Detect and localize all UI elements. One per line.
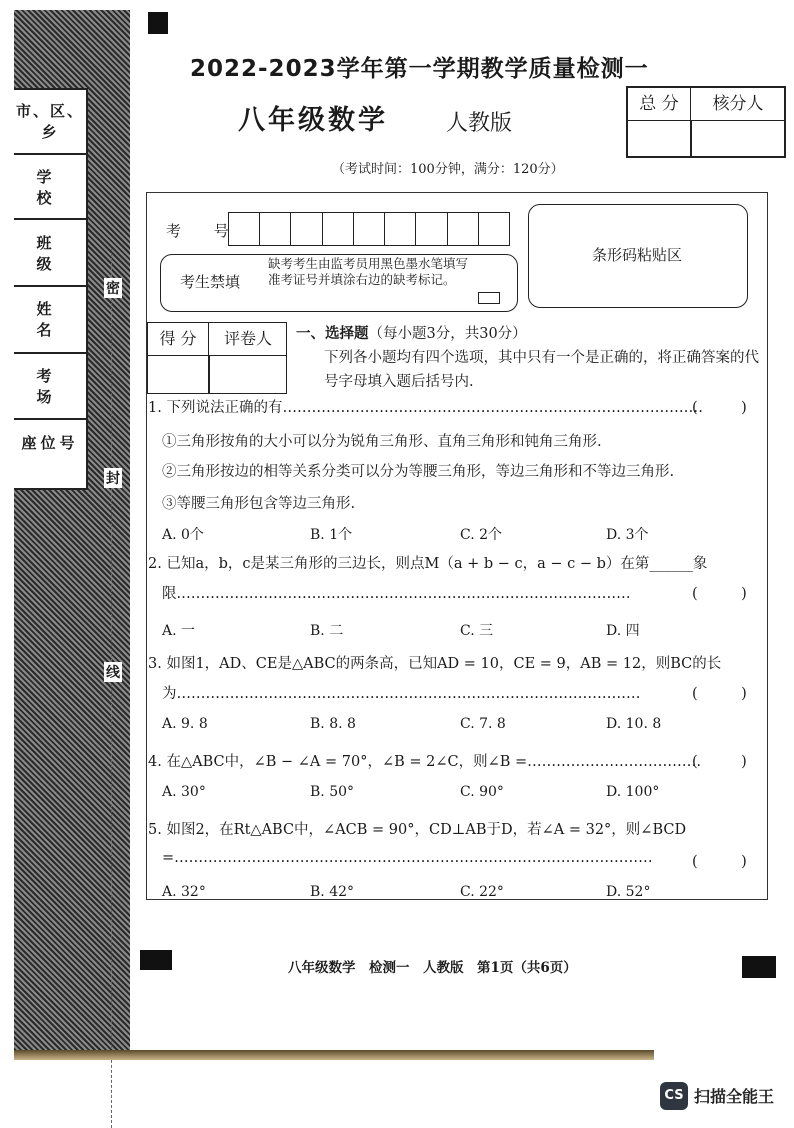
option-a: A. 30° (162, 784, 206, 800)
seal-line (111, 248, 113, 1128)
option-d: D. 10. 8 (606, 716, 662, 732)
section-name: 一、选择题 (296, 325, 369, 342)
option-b: B. 42° (310, 884, 355, 900)
field-room: 考 场 (36, 367, 91, 406)
checker-label: 核分人 (692, 88, 784, 121)
option-d: D. 3个 (606, 527, 649, 543)
question-1-stem: 1. 下列说法正确的有…………………………………………………………………………… (148, 400, 703, 416)
section-grade-table (147, 322, 287, 394)
seal-char-feng: 封 (104, 468, 122, 488)
option-b: B. 1个 (310, 527, 353, 543)
answer-paren-2[interactable]: ( ) (692, 586, 747, 602)
question-3-line-1: 3. 如图1，AD、CE是△ABC的两条高，已知AD = 10，CE = 9，AB = 12，则BC的长 (148, 656, 722, 672)
option-b: B. 二 (310, 623, 344, 639)
subject-title: 八年级数学 (238, 105, 388, 136)
answer-paren-4[interactable]: ( ) (692, 754, 747, 770)
q1-statement-1: ①三角形按角的大小可以分为锐角三角形、直角三角形和钝角三角形. (162, 434, 602, 450)
question-3-line-2: 为…………………………………………………………………………………… (162, 686, 641, 702)
option-c: C. 2个 (460, 527, 503, 543)
section-title (296, 322, 527, 343)
score-label: 得 分 (148, 323, 209, 356)
student-info-table (14, 88, 91, 490)
q1-statement-3: ③等腰三角形包含等边三角形. (162, 496, 356, 512)
question-5-line-2: =……………………………………………………………………………………… (162, 850, 653, 866)
option-d: D. 52° (606, 884, 651, 900)
option-a: A. 32° (162, 884, 206, 900)
field-name: 姓 名 (36, 300, 91, 339)
registration-mark-bottom-left (140, 950, 172, 970)
question-2-line-1: 2. 已知a，b，c是某三角形的三边长，则点M（a + b − c，a − c − b）在第______象 (148, 556, 708, 572)
scan-edge-shadow (14, 1050, 654, 1060)
option-c: C. 三 (460, 623, 494, 639)
page-footer: 八年级数学 检测一 人教版 第1页（共6页） (288, 960, 577, 976)
total-score-label: 总 分 (628, 88, 691, 121)
option-a: A. 0个 (162, 527, 204, 543)
barcode-label: 条形码粘贴区 (591, 246, 682, 264)
q1-statement-2: ②三角形按边的相等关系分类可以分为等腰三角形，等边三角形和不等边三角形. (162, 464, 675, 480)
field-school: 学 校 (36, 168, 91, 207)
exam-number-label: 考 号 (166, 222, 243, 240)
field-district: 市、区、乡 (15, 102, 84, 141)
option-a: A. 一 (162, 623, 196, 639)
question-3 (162, 682, 782, 703)
seal-char-mi: 密 (104, 278, 122, 298)
edition-label: 人教版 (446, 111, 513, 136)
exam-number-cells[interactable] (228, 212, 510, 246)
exam-title: 2022-2023学年第一学期教学质量检测一 (190, 56, 649, 82)
registration-mark-bottom-right (742, 956, 776, 978)
camscanner-watermark: 扫描全能王 (694, 1087, 775, 1106)
option-c: C. 22° (460, 884, 504, 900)
total-score-box (626, 86, 786, 158)
warning-text: 缺考考生由监考员用黑色墨水笔填写准考证号并填涂右边的缺考标记。 (268, 256, 469, 287)
section-instruction: 下列各小题均有四个选项，其中只有一个是正确的，将正确答案的代号字母填入题后括号内. (324, 350, 759, 390)
option-b: B. 50° (310, 784, 355, 800)
grader-label: 评卷人 (210, 323, 286, 356)
answer-paren-1[interactable]: ( ) (692, 400, 747, 416)
camscanner-logo-icon: CS (660, 1082, 688, 1110)
section-points: （每小题3分，共30分） (368, 326, 527, 342)
warning-label: 考生禁填 (180, 273, 241, 291)
seal-char-xian: 线 (104, 662, 122, 682)
absence-mark-box[interactable] (478, 292, 500, 304)
exam-info: （考试时间：100分钟，满分：120分） (332, 162, 564, 177)
question-1 (148, 396, 768, 417)
question-2-line-2: 限.………………………………………………………………………………… (162, 586, 631, 602)
question-4 (148, 750, 768, 771)
field-class: 班 级 (36, 234, 91, 273)
option-d: D. 100° (606, 784, 660, 800)
registration-mark-top (148, 12, 168, 34)
answer-paren-5[interactable]: ( ) (692, 854, 747, 870)
option-c: C. 7. 8 (460, 716, 506, 732)
option-d: D. 四 (606, 623, 640, 639)
answer-paren-3[interactable]: ( ) (692, 686, 747, 702)
option-b: B. 8. 8 (310, 716, 356, 732)
option-a: A. 9. 8 (162, 716, 208, 732)
question-4-stem: 4. 在△ABC中，∠B − ∠A = 70°，∠B = 2∠C，则∠B =……………………………… (148, 754, 702, 770)
question-5-line-1: 5. 如图2，在Rt△ABC中，∠ACB = 90°，CD⊥AB于D，若∠A = 32°，则∠BCD (148, 822, 687, 838)
question-5 (162, 850, 782, 870)
question-2 (162, 582, 782, 603)
field-seat: 座位号 (21, 434, 79, 452)
option-c: C. 90° (460, 784, 504, 800)
